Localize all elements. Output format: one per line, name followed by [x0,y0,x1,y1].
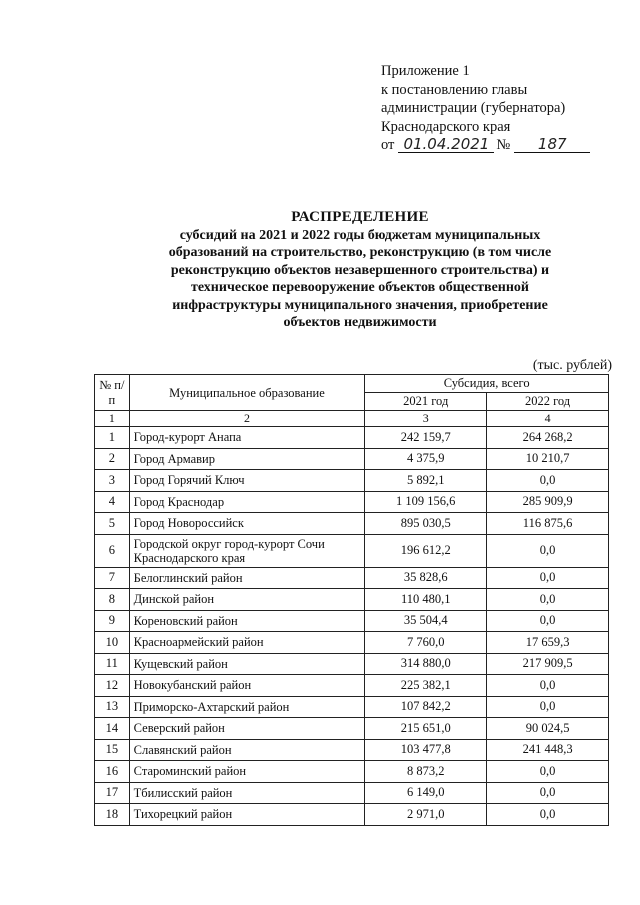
column-index: 3 [365,411,487,427]
subsidy-2021: 8 873,2 [365,761,487,783]
subsidy-2022: 0,0 [487,804,609,826]
table-row [95,534,609,567]
row-number: 15 [95,739,130,761]
subsidy-2021: 5 892,1 [365,470,487,492]
subsidy-2022: 0,0 [487,534,609,567]
municipality-name: Город-курорт Анапа [129,427,365,449]
municipality-name: Красноармейский район [129,632,365,654]
row-number: 10 [95,632,130,654]
municipality-name: Городской округ город-курорт Сочи Краснодарского края [129,534,365,567]
column-index-row [95,411,609,427]
table-row [95,470,609,492]
subsidy-2022: 217 909,5 [487,653,609,675]
title-line: образований на строительство, реконструкцию (в том числе [168,245,552,260]
header-municipality: Муниципальное образование [129,375,365,411]
municipality-name: Тихорецкий район [129,804,365,826]
title-line: объектов недвижимости [283,315,437,330]
table-row [95,589,609,611]
table-row [95,567,609,589]
municipality-name: Город Новороссийск [129,513,365,535]
subsidy-2021: 196 612,2 [365,534,487,567]
header-num: № п/п [95,375,130,411]
municipality-name: Город Армавир [129,448,365,470]
table-row [95,632,609,654]
table-row [95,427,609,449]
row-number: 5 [95,513,130,535]
subsidy-2021: 215 651,0 [365,718,487,740]
table-row [95,782,609,804]
municipality-name: Славянский район [129,739,365,761]
row-number: 7 [95,567,130,589]
row-number: 1 [95,427,130,449]
decree-date-number-line [381,136,590,155]
column-index: 2 [129,411,365,427]
municipality-name: Северский район [129,718,365,740]
row-number: 4 [95,491,130,513]
header-subsidy-total: Субсидия, всего [365,375,609,393]
subsidy-2021: 314 880,0 [365,653,487,675]
subsidy-2022: 0,0 [487,782,609,804]
title-main: РАСПРЕДЕЛЕНИЕ [291,209,429,225]
handwritten-date: 01.04.2021 [398,136,494,153]
row-number: 11 [95,653,130,675]
approval-line: Приложение 1 [381,63,470,79]
row-number: 18 [95,804,130,826]
table-row [95,804,609,826]
approval-stamp-block [381,62,590,155]
title-line: субсидий на 2021 и 2022 годы бюджетам муниципальных [179,227,541,243]
row-number: 16 [95,761,130,783]
subsidy-2021: 6 149,0 [365,782,487,804]
subsidy-2022: 0,0 [487,761,609,783]
municipality-name: Город Краснодар [129,491,365,513]
column-index: 4 [487,411,609,427]
municipality-name: Кущевский район [129,653,365,675]
subsidy-distribution-table [94,374,609,826]
subsidy-2021: 895 030,5 [365,513,487,535]
table-row [95,653,609,675]
title-line: инфраструктуры муниципального значения, приобретение [172,297,548,313]
subsidy-2021: 107 842,2 [365,696,487,718]
table-row [95,610,609,632]
header-2022: 2022 год [487,393,609,411]
row-number: 9 [95,610,130,632]
title-line: техническое перевооружение объектов общественной [191,280,529,295]
subsidy-2022: 116 875,6 [487,513,609,535]
table-row [95,761,609,783]
row-number: 12 [95,675,130,697]
number-label: № [496,137,511,153]
subsidy-2021: 110 480,1 [365,589,487,611]
subsidy-2022: 0,0 [487,470,609,492]
subsidy-2022: 17 659,3 [487,632,609,654]
subsidy-2021: 225 382,1 [365,675,487,697]
municipality-name: Тбилисский район [129,782,365,804]
subsidy-2022: 0,0 [487,696,609,718]
municipality-name: Приморско-Ахтарский район [129,696,365,718]
row-number: 6 [95,534,130,567]
municipality-name: Новокубанский район [129,675,365,697]
table-row [95,448,609,470]
column-index: 1 [95,411,130,427]
units-label: (тыс. рублей) [532,358,612,373]
subsidy-2021: 2 971,0 [365,804,487,826]
document-title [150,209,570,332]
table-row [95,739,609,761]
subsidy-2022: 10 210,7 [487,448,609,470]
subsidy-2021: 4 375,9 [365,448,487,470]
subsidy-2021: 242 159,7 [365,427,487,449]
row-number: 14 [95,718,130,740]
handwritten-number: 187 [514,136,590,153]
subsidy-2022: 264 268,2 [487,427,609,449]
table-row [95,718,609,740]
subsidy-2022: 241 448,3 [487,739,609,761]
row-number: 8 [95,589,130,611]
subsidy-2021: 103 477,8 [365,739,487,761]
municipality-name: Белоглинский район [129,567,365,589]
header-2021: 2021 год [365,393,487,411]
subsidy-2022: 0,0 [487,567,609,589]
municipality-name: Динской район [129,589,365,611]
subsidy-2022: 0,0 [487,589,609,611]
subsidy-2021: 7 760,0 [365,632,487,654]
from-label: от [381,137,395,153]
approval-line: Краснодарского края [381,118,511,135]
approval-line: администрации (губернатора) [381,100,566,116]
municipality-name: Староминский район [129,761,365,783]
table-row [95,675,609,697]
title-line: реконструкцию объектов незавершенного строительства) и [170,262,550,278]
subsidy-2021: 35 828,6 [365,567,487,589]
subsidy-2022: 285 909,9 [487,491,609,513]
table-row [95,696,609,718]
table-row [95,491,609,513]
municipality-name: Город Горячий Ключ [129,470,365,492]
row-number: 2 [95,448,130,470]
table-row [95,513,609,535]
subsidy-2022: 0,0 [487,675,609,697]
row-number: 13 [95,696,130,718]
approval-line: к постановлению главы [381,81,528,98]
subsidy-2021: 35 504,4 [365,610,487,632]
row-number: 17 [95,782,130,804]
subsidy-2022: 0,0 [487,610,609,632]
subsidy-2021: 1 109 156,6 [365,491,487,513]
municipality-name: Кореновский район [129,610,365,632]
row-number: 3 [95,470,130,492]
subsidy-2022: 90 024,5 [487,718,609,740]
